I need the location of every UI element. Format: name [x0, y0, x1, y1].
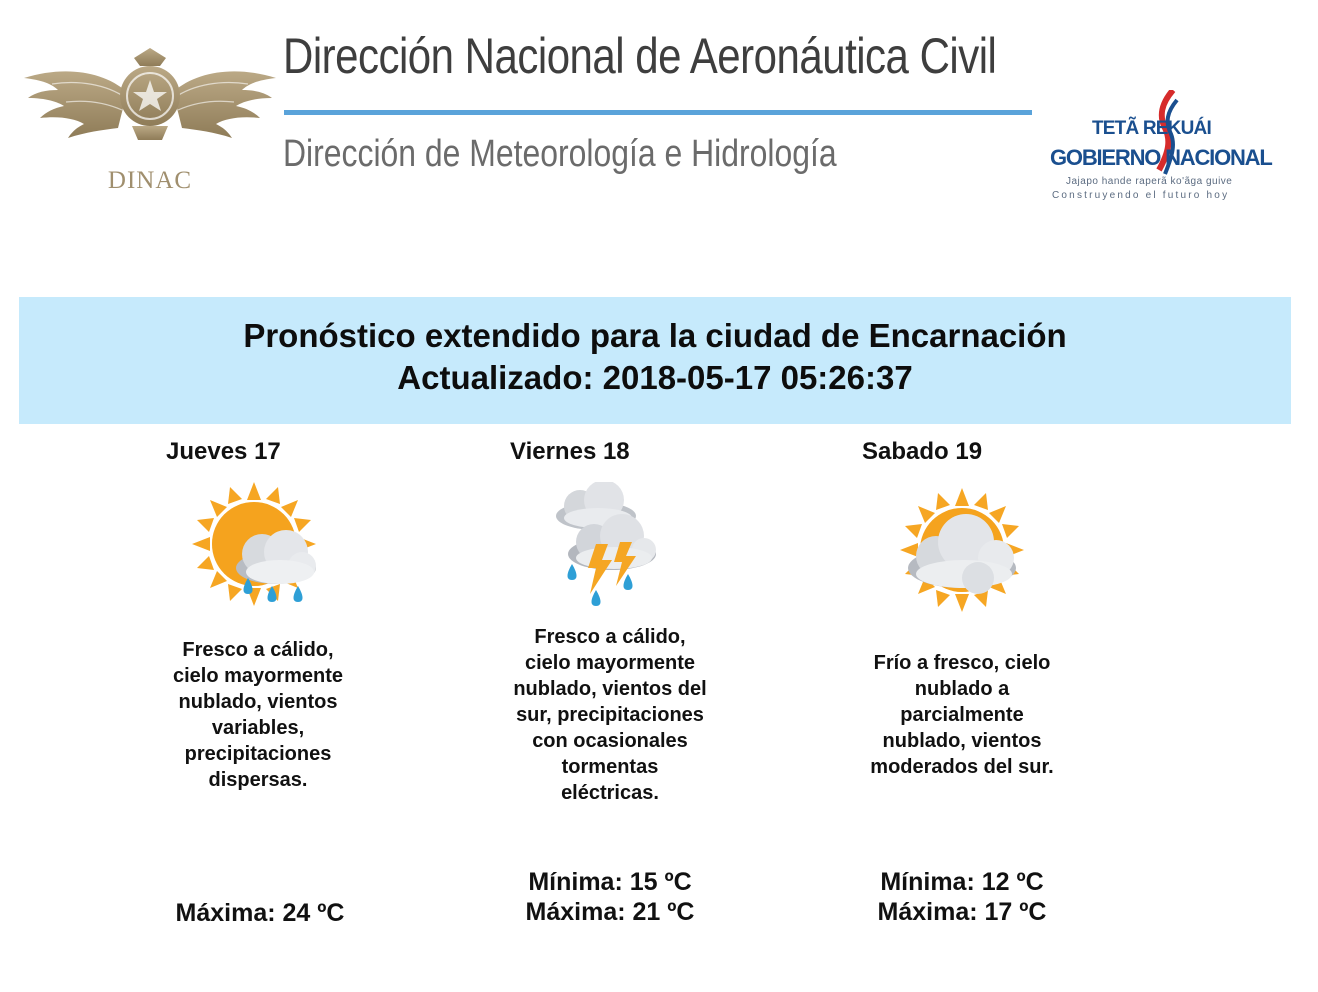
day-max-temp: Máxima: 24 ºC: [175, 899, 345, 927]
day-description: Fresco a cálido, cielo mayormente nublado, vientos variables, precipitaciones dispersas.: [172, 639, 344, 791]
day-max-temp: Máxima: 21 ºC: [525, 898, 695, 926]
day-min-temp: Mínima: 15 ºC: [528, 868, 692, 896]
sun-cloud-icon: [896, 486, 1030, 618]
forecast-day-3: [842, 438, 1082, 958]
day-max-temp: Máxima: 17 ºC: [877, 898, 1047, 926]
forecast-day-2: [490, 438, 730, 958]
dinac-logo: [22, 44, 278, 200]
gov-logo-line2: GOBIERNO NACIONAL: [1050, 145, 1272, 170]
day-title: Viernes 18: [510, 438, 630, 465]
forecast-banner: [19, 297, 1291, 424]
forecast-day-1: [140, 438, 380, 958]
updated-timestamp: Actualizado: 2018-05-17 05:26:37: [397, 359, 913, 396]
department-title: Dirección de Meteorología e Hidrología: [283, 133, 837, 175]
government-logo: [1050, 90, 1275, 205]
day-title: Sabado 19: [862, 438, 983, 465]
header-divider: [284, 110, 1032, 115]
thunderstorm-rain-icon: [550, 482, 660, 616]
organization-title: Dirección Nacional de Aeronáutica Civil: [283, 28, 997, 84]
day-description: Fresco a cálido, cielo mayormente nublado, vientos del sur, precipitaciones con ocasionales tormentas eléctricas.: [513, 626, 707, 804]
gov-logo-line3: Jajapo hande raperã ko'ãga guive: [1066, 176, 1233, 187]
day-min-temp: Mínima: 12 ºC: [880, 868, 1044, 896]
sun-cloud-rain-icon: [190, 482, 326, 618]
forecast-title: Pronóstico extendido para la ciudad de Encarnación: [243, 317, 1067, 354]
gov-logo-slogan: Construyendo el futuro hoy: [1052, 190, 1230, 201]
day-description: Frío a fresco, cielo nublado a parcialmente nublado, vientos moderados del sur.: [870, 652, 1054, 778]
gov-logo-line1: TETÃ REKUÁI: [1092, 118, 1211, 139]
day-title: Jueves 17: [166, 438, 281, 465]
dinac-logo-text: DINAC: [107, 167, 193, 194]
dinac-wings-emblem-icon: [22, 44, 278, 164]
